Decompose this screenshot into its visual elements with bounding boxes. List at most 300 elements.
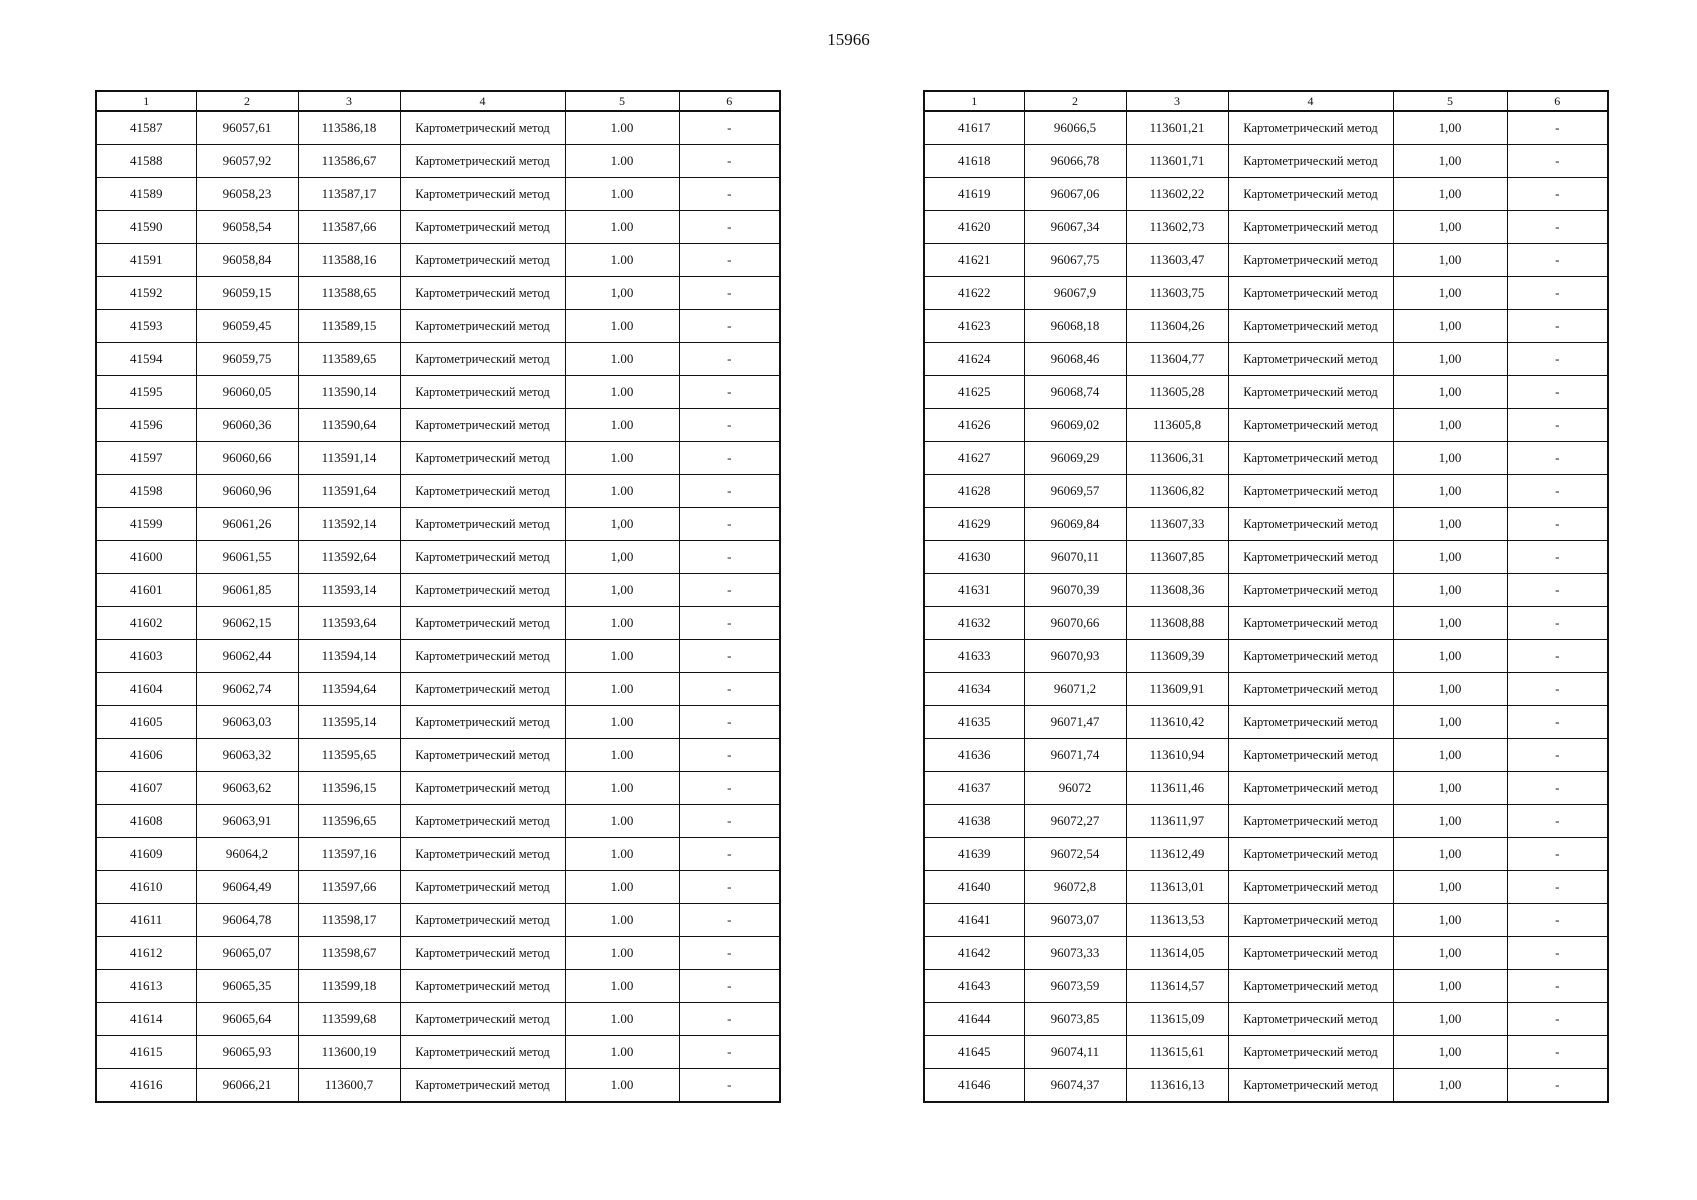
table-row (924, 904, 1608, 937)
point-number-cell: 41639 (924, 838, 1024, 871)
accuracy-cell: 1.00 (565, 1069, 679, 1103)
point-number-cell: 41621 (924, 244, 1024, 277)
x-coordinate-cell: 96073,85 (1024, 1003, 1126, 1036)
x-coordinate-cell: 96061,85 (196, 574, 298, 607)
table-row (924, 871, 1608, 904)
point-number-cell: 41612 (96, 937, 196, 970)
accuracy-cell: 1,00 (1393, 904, 1507, 937)
point-number-cell: 41590 (96, 211, 196, 244)
table-row (924, 111, 1608, 145)
y-coordinate-cell: 113590,64 (298, 409, 400, 442)
method-cell: Картометрический метод (400, 475, 565, 508)
accuracy-cell: 1.00 (565, 475, 679, 508)
note-cell: - (1507, 541, 1608, 574)
table-row (924, 1036, 1608, 1069)
table-row (924, 673, 1608, 706)
table-row (96, 937, 780, 970)
y-coordinate-cell: 113596,65 (298, 805, 400, 838)
point-number-cell: 41629 (924, 508, 1024, 541)
y-coordinate-cell: 113586,18 (298, 111, 400, 145)
method-cell: Картометрический метод (400, 739, 565, 772)
accuracy-cell: 1.00 (565, 838, 679, 871)
note-cell: - (1507, 145, 1608, 178)
method-cell: Картометрический метод (1228, 838, 1393, 871)
accuracy-cell: 1,00 (1393, 111, 1507, 145)
x-coordinate-cell: 96073,33 (1024, 937, 1126, 970)
column-header-3: 3 (1126, 91, 1228, 111)
table-row (924, 310, 1608, 343)
method-cell: Картометрический метод (1228, 805, 1393, 838)
note-cell: - (679, 706, 780, 739)
note-cell: - (679, 970, 780, 1003)
x-coordinate-cell: 96063,32 (196, 739, 298, 772)
point-number-cell: 41608 (96, 805, 196, 838)
table-row (96, 310, 780, 343)
x-coordinate-cell: 96066,78 (1024, 145, 1126, 178)
point-number-cell: 41630 (924, 541, 1024, 574)
point-number-cell: 41622 (924, 277, 1024, 310)
column-header-2: 2 (196, 91, 298, 111)
note-cell: - (679, 111, 780, 145)
x-coordinate-cell: 96063,91 (196, 805, 298, 838)
note-cell: - (1507, 673, 1608, 706)
note-cell: - (1507, 111, 1608, 145)
table-row (96, 343, 780, 376)
point-number-cell: 41588 (96, 145, 196, 178)
method-cell: Картометрический метод (400, 871, 565, 904)
table-row (924, 772, 1608, 805)
accuracy-cell: 1,00 (1393, 145, 1507, 178)
method-cell: Картометрический метод (1228, 277, 1393, 310)
y-coordinate-cell: 113595,65 (298, 739, 400, 772)
table-row (924, 442, 1608, 475)
y-coordinate-cell: 113606,31 (1126, 442, 1228, 475)
point-number-cell: 41632 (924, 607, 1024, 640)
y-coordinate-cell: 113607,85 (1126, 541, 1228, 574)
y-coordinate-cell: 113592,14 (298, 508, 400, 541)
accuracy-cell: 1.00 (565, 772, 679, 805)
x-coordinate-cell: 96068,46 (1024, 343, 1126, 376)
method-cell: Картометрический метод (400, 409, 565, 442)
y-coordinate-cell: 113608,36 (1126, 574, 1228, 607)
point-number-cell: 41598 (96, 475, 196, 508)
x-coordinate-cell: 96070,66 (1024, 607, 1126, 640)
header-row (96, 91, 780, 111)
point-number-cell: 41616 (96, 1069, 196, 1103)
x-coordinate-cell: 96069,02 (1024, 409, 1126, 442)
note-cell: - (679, 475, 780, 508)
method-cell: Картометрический метод (1228, 178, 1393, 211)
x-coordinate-cell: 96067,9 (1024, 277, 1126, 310)
y-coordinate-cell: 113606,82 (1126, 475, 1228, 508)
x-coordinate-cell: 96070,93 (1024, 640, 1126, 673)
table-row (96, 111, 780, 145)
y-coordinate-cell: 113608,88 (1126, 607, 1228, 640)
accuracy-cell: 1.00 (565, 211, 679, 244)
note-cell: - (1507, 310, 1608, 343)
y-coordinate-cell: 113615,61 (1126, 1036, 1228, 1069)
note-cell: - (1507, 805, 1608, 838)
method-cell: Картометрический метод (400, 706, 565, 739)
note-cell: - (679, 442, 780, 475)
x-coordinate-cell: 96063,03 (196, 706, 298, 739)
point-number-cell: 41645 (924, 1036, 1024, 1069)
method-cell: Картометрический метод (1228, 970, 1393, 1003)
y-coordinate-cell: 113612,49 (1126, 838, 1228, 871)
column-header-5: 5 (1393, 91, 1507, 111)
table-row (96, 508, 780, 541)
column-header-3: 3 (298, 91, 400, 111)
accuracy-cell: 1,00 (1393, 475, 1507, 508)
accuracy-cell: 1,00 (1393, 277, 1507, 310)
point-number-cell: 41642 (924, 937, 1024, 970)
point-number-cell: 41640 (924, 871, 1024, 904)
y-coordinate-cell: 113599,18 (298, 970, 400, 1003)
point-number-cell: 41600 (96, 541, 196, 574)
accuracy-cell: 1,00 (1393, 838, 1507, 871)
point-number-cell: 41628 (924, 475, 1024, 508)
accuracy-cell: 1,00 (1393, 937, 1507, 970)
note-cell: - (1507, 1036, 1608, 1069)
note-cell: - (679, 310, 780, 343)
point-number-cell: 41634 (924, 673, 1024, 706)
x-coordinate-cell: 96071,74 (1024, 739, 1126, 772)
accuracy-cell: 1.00 (565, 640, 679, 673)
x-coordinate-cell: 96065,64 (196, 1003, 298, 1036)
note-cell: - (679, 145, 780, 178)
table-row (96, 1036, 780, 1069)
y-coordinate-cell: 113603,75 (1126, 277, 1228, 310)
point-number-cell: 41620 (924, 211, 1024, 244)
accuracy-cell: 1,00 (1393, 739, 1507, 772)
x-coordinate-cell: 96065,93 (196, 1036, 298, 1069)
method-cell: Картометрический метод (400, 178, 565, 211)
y-coordinate-cell: 113598,67 (298, 937, 400, 970)
method-cell: Картометрический метод (400, 607, 565, 640)
method-cell: Картометрический метод (1228, 376, 1393, 409)
column-header-6: 6 (679, 91, 780, 111)
method-cell: Картометрический метод (1228, 640, 1393, 673)
y-coordinate-cell: 113613,01 (1126, 871, 1228, 904)
accuracy-cell: 1,00 (565, 574, 679, 607)
accuracy-cell: 1,00 (1393, 673, 1507, 706)
column-header-2: 2 (1024, 91, 1126, 111)
accuracy-cell: 1.00 (565, 1036, 679, 1069)
x-coordinate-cell: 96069,57 (1024, 475, 1126, 508)
note-cell: - (679, 640, 780, 673)
accuracy-cell: 1,00 (565, 277, 679, 310)
method-cell: Картометрический метод (1228, 574, 1393, 607)
table-row (924, 1003, 1608, 1036)
note-cell: - (679, 1036, 780, 1069)
method-cell: Картометрический метод (400, 277, 565, 310)
point-number-cell: 41587 (96, 111, 196, 145)
y-coordinate-cell: 113587,66 (298, 211, 400, 244)
note-cell: - (679, 376, 780, 409)
x-coordinate-cell: 96057,92 (196, 145, 298, 178)
table-row (96, 442, 780, 475)
table-row (924, 640, 1608, 673)
method-cell: Картометрический метод (1228, 310, 1393, 343)
x-coordinate-cell: 96066,21 (196, 1069, 298, 1103)
accuracy-cell: 1.00 (565, 111, 679, 145)
table-row (924, 937, 1608, 970)
accuracy-cell: 1,00 (1393, 409, 1507, 442)
accuracy-cell: 1.00 (565, 673, 679, 706)
method-cell: Картометрический метод (1228, 145, 1393, 178)
method-cell: Картометрический метод (400, 310, 565, 343)
accuracy-cell: 1,00 (1393, 178, 1507, 211)
note-cell: - (679, 739, 780, 772)
y-coordinate-cell: 113589,15 (298, 310, 400, 343)
point-number-cell: 41594 (96, 343, 196, 376)
table-row (924, 409, 1608, 442)
method-cell: Картометрический метод (400, 673, 565, 706)
method-cell: Картометрический метод (1228, 1003, 1393, 1036)
method-cell: Картометрический метод (1228, 475, 1393, 508)
accuracy-cell: 1,00 (1393, 376, 1507, 409)
accuracy-cell: 1.00 (565, 409, 679, 442)
method-cell: Картометрический метод (1228, 541, 1393, 574)
accuracy-cell: 1.00 (565, 706, 679, 739)
y-coordinate-cell: 113591,64 (298, 475, 400, 508)
accuracy-cell: 1.00 (565, 442, 679, 475)
table-row (96, 607, 780, 640)
column-header-6: 6 (1507, 91, 1608, 111)
table-row (924, 211, 1608, 244)
x-coordinate-cell: 96070,39 (1024, 574, 1126, 607)
x-coordinate-cell: 96068,18 (1024, 310, 1126, 343)
method-cell: Картометрический метод (1228, 673, 1393, 706)
accuracy-cell: 1.00 (565, 376, 679, 409)
note-cell: - (1507, 574, 1608, 607)
point-number-cell: 41618 (924, 145, 1024, 178)
x-coordinate-cell: 96073,07 (1024, 904, 1126, 937)
point-number-cell: 41635 (924, 706, 1024, 739)
note-cell: - (1507, 706, 1608, 739)
note-cell: - (1507, 475, 1608, 508)
y-coordinate-cell: 113601,21 (1126, 111, 1228, 145)
note-cell: - (1507, 178, 1608, 211)
note-cell: - (679, 409, 780, 442)
y-coordinate-cell: 113614,05 (1126, 937, 1228, 970)
accuracy-cell: 1,00 (1393, 772, 1507, 805)
accuracy-cell: 1,00 (1393, 574, 1507, 607)
x-coordinate-cell: 96060,66 (196, 442, 298, 475)
point-number-cell: 41624 (924, 343, 1024, 376)
accuracy-cell: 1,00 (1393, 970, 1507, 1003)
method-cell: Картометрический метод (1228, 111, 1393, 145)
x-coordinate-cell: 96065,35 (196, 970, 298, 1003)
y-coordinate-cell: 113597,16 (298, 838, 400, 871)
y-coordinate-cell: 113614,57 (1126, 970, 1228, 1003)
note-cell: - (679, 211, 780, 244)
accuracy-cell: 1.00 (565, 343, 679, 376)
accuracy-cell: 1.00 (565, 904, 679, 937)
accuracy-cell: 1,00 (1393, 607, 1507, 640)
y-coordinate-cell: 113616,13 (1126, 1069, 1228, 1103)
note-cell: - (1507, 871, 1608, 904)
method-cell: Картометрический метод (1228, 937, 1393, 970)
y-coordinate-cell: 113599,68 (298, 1003, 400, 1036)
note-cell: - (679, 805, 780, 838)
x-coordinate-cell: 96072 (1024, 772, 1126, 805)
note-cell: - (1507, 640, 1608, 673)
y-coordinate-cell: 113587,17 (298, 178, 400, 211)
x-coordinate-cell: 96060,36 (196, 409, 298, 442)
table-row (96, 772, 780, 805)
y-coordinate-cell: 113602,22 (1126, 178, 1228, 211)
method-cell: Картометрический метод (400, 640, 565, 673)
note-cell: - (1507, 607, 1608, 640)
accuracy-cell: 1.00 (565, 937, 679, 970)
note-cell: - (679, 904, 780, 937)
column-header-5: 5 (565, 91, 679, 111)
point-number-cell: 41643 (924, 970, 1024, 1003)
x-coordinate-cell: 96072,8 (1024, 871, 1126, 904)
table-row (924, 706, 1608, 739)
accuracy-cell: 1.00 (565, 244, 679, 277)
accuracy-cell: 1,00 (1393, 1003, 1507, 1036)
x-coordinate-cell: 96073,59 (1024, 970, 1126, 1003)
x-coordinate-cell: 96072,54 (1024, 838, 1126, 871)
method-cell: Картометрический метод (400, 1036, 565, 1069)
table-header (924, 91, 1608, 111)
x-coordinate-cell: 96074,37 (1024, 1069, 1126, 1103)
point-number-cell: 41589 (96, 178, 196, 211)
point-number-cell: 41602 (96, 607, 196, 640)
table-row (96, 805, 780, 838)
point-number-cell: 41633 (924, 640, 1024, 673)
table-row (96, 211, 780, 244)
y-coordinate-cell: 113586,67 (298, 145, 400, 178)
point-number-cell: 41646 (924, 1069, 1024, 1103)
method-cell: Картометрический метод (400, 145, 565, 178)
note-cell: - (679, 607, 780, 640)
table-row (924, 838, 1608, 871)
y-coordinate-cell: 113588,65 (298, 277, 400, 310)
method-cell: Картометрический метод (400, 838, 565, 871)
table-row (924, 376, 1608, 409)
x-coordinate-cell: 96072,27 (1024, 805, 1126, 838)
point-number-cell: 41637 (924, 772, 1024, 805)
table-row (96, 277, 780, 310)
note-cell: - (1507, 937, 1608, 970)
y-coordinate-cell: 113613,53 (1126, 904, 1228, 937)
note-cell: - (679, 244, 780, 277)
y-coordinate-cell: 113609,91 (1126, 673, 1228, 706)
table-row (924, 343, 1608, 376)
y-coordinate-cell: 113594,14 (298, 640, 400, 673)
x-coordinate-cell: 96069,84 (1024, 508, 1126, 541)
y-coordinate-cell: 113615,09 (1126, 1003, 1228, 1036)
accuracy-cell: 1,00 (1393, 244, 1507, 277)
table-row (96, 475, 780, 508)
x-coordinate-cell: 96067,34 (1024, 211, 1126, 244)
y-coordinate-cell: 113604,26 (1126, 310, 1228, 343)
x-coordinate-cell: 96057,61 (196, 111, 298, 145)
point-number-cell: 41619 (924, 178, 1024, 211)
accuracy-cell: 1.00 (565, 145, 679, 178)
note-cell: - (1507, 1069, 1608, 1103)
point-number-cell: 41593 (96, 310, 196, 343)
note-cell: - (1507, 409, 1608, 442)
note-cell: - (679, 937, 780, 970)
x-coordinate-cell: 96067,06 (1024, 178, 1126, 211)
point-number-cell: 41596 (96, 409, 196, 442)
x-coordinate-cell: 96066,5 (1024, 111, 1126, 145)
accuracy-cell: 1.00 (565, 805, 679, 838)
note-cell: - (679, 1069, 780, 1103)
x-coordinate-cell: 96063,62 (196, 772, 298, 805)
method-cell: Картометрический метод (1228, 706, 1393, 739)
table-row (96, 541, 780, 574)
point-number-cell: 41614 (96, 1003, 196, 1036)
y-coordinate-cell: 113589,65 (298, 343, 400, 376)
note-cell: - (1507, 211, 1608, 244)
x-coordinate-cell: 96065,07 (196, 937, 298, 970)
x-coordinate-cell: 96064,78 (196, 904, 298, 937)
x-coordinate-cell: 96058,84 (196, 244, 298, 277)
method-cell: Картометрический метод (400, 111, 565, 145)
point-number-cell: 41611 (96, 904, 196, 937)
table-row (96, 871, 780, 904)
table-row (96, 673, 780, 706)
column-header-1: 1 (96, 91, 196, 111)
method-cell: Картометрический метод (400, 376, 565, 409)
note-cell: - (679, 772, 780, 805)
method-cell: Картометрический метод (400, 244, 565, 277)
x-coordinate-cell: 96061,26 (196, 508, 298, 541)
table-row (96, 1003, 780, 1036)
x-coordinate-cell: 96069,29 (1024, 442, 1126, 475)
point-number-cell: 41625 (924, 376, 1024, 409)
accuracy-cell: 1,00 (1393, 343, 1507, 376)
x-coordinate-cell: 96071,2 (1024, 673, 1126, 706)
accuracy-cell: 1.00 (565, 607, 679, 640)
method-cell: Картометрический метод (400, 970, 565, 1003)
table-row (96, 409, 780, 442)
method-cell: Картометрический метод (400, 1003, 565, 1036)
y-coordinate-cell: 113611,97 (1126, 805, 1228, 838)
x-coordinate-cell: 96061,55 (196, 541, 298, 574)
table-row (924, 739, 1608, 772)
accuracy-cell: 1,00 (1393, 871, 1507, 904)
x-coordinate-cell: 96062,44 (196, 640, 298, 673)
point-number-cell: 41609 (96, 838, 196, 871)
y-coordinate-cell: 113600,7 (298, 1069, 400, 1103)
point-number-cell: 41592 (96, 277, 196, 310)
table-row (924, 805, 1608, 838)
method-cell: Картометрический метод (400, 904, 565, 937)
y-coordinate-cell: 113595,14 (298, 706, 400, 739)
accuracy-cell: 1,00 (1393, 442, 1507, 475)
x-coordinate-cell: 96060,05 (196, 376, 298, 409)
y-coordinate-cell: 113607,33 (1126, 508, 1228, 541)
accuracy-cell: 1,00 (1393, 1069, 1507, 1103)
y-coordinate-cell: 113605,28 (1126, 376, 1228, 409)
x-coordinate-cell: 96064,49 (196, 871, 298, 904)
point-number-cell: 41607 (96, 772, 196, 805)
table-row (96, 706, 780, 739)
y-coordinate-cell: 113588,16 (298, 244, 400, 277)
note-cell: - (679, 277, 780, 310)
table-header (96, 91, 780, 111)
method-cell: Картометрический метод (1228, 1036, 1393, 1069)
y-coordinate-cell: 113609,39 (1126, 640, 1228, 673)
table-row (924, 970, 1608, 1003)
method-cell: Картометрический метод (1228, 739, 1393, 772)
